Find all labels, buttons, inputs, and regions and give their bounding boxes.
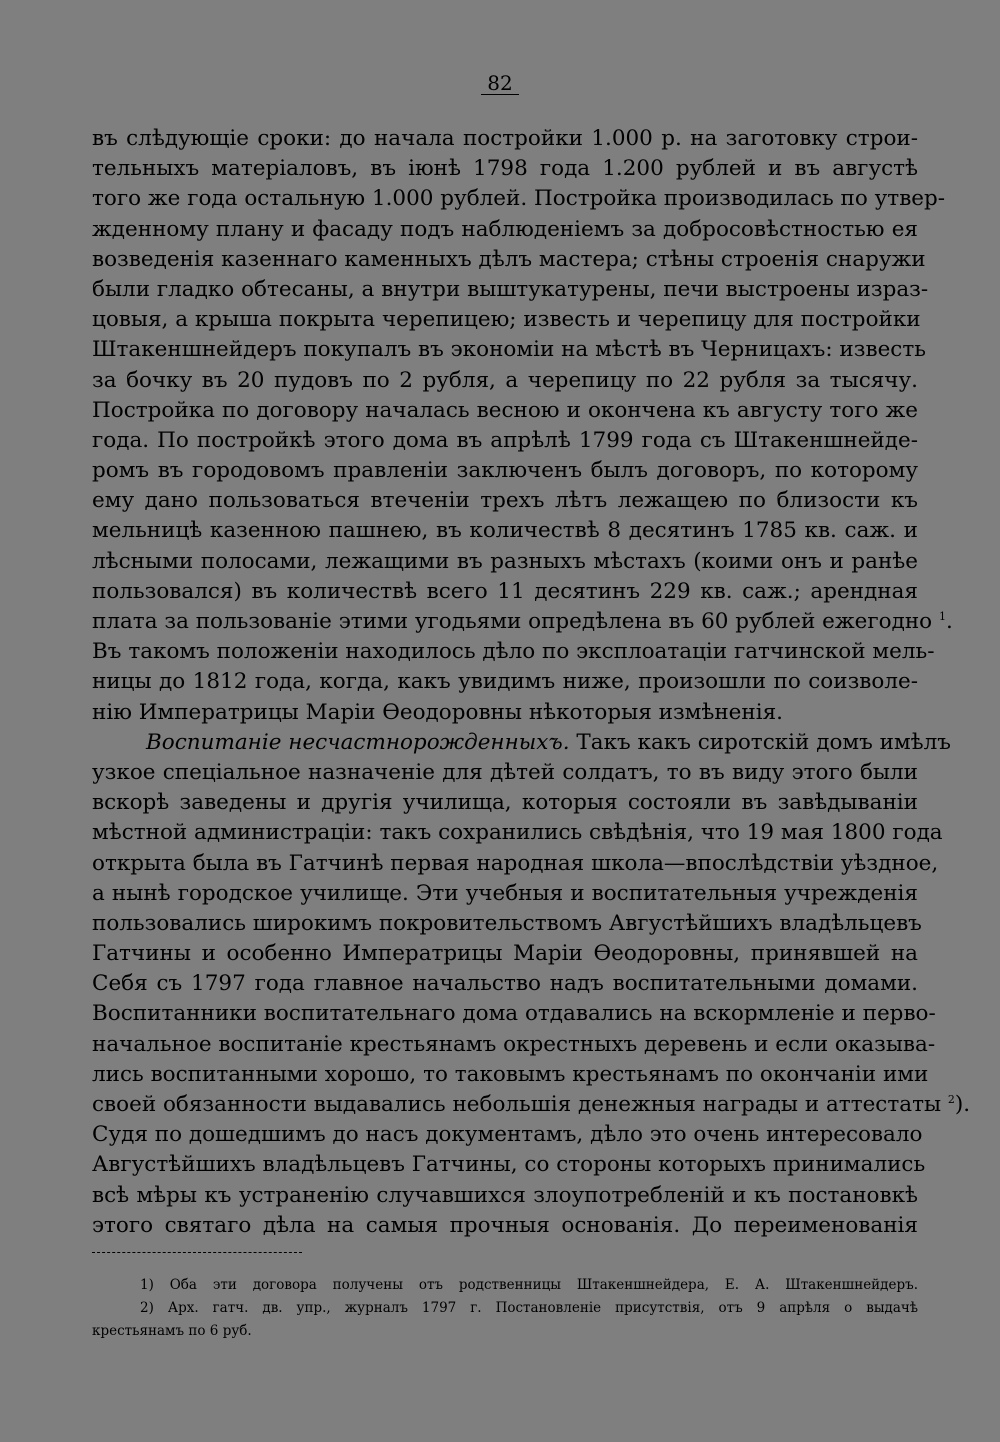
text-line: Августѣйшихъ владѣльцевъ Гатчины, со стороны которыхъ принимались [92,1152,926,1178]
text-line: Себя съ 1797 года главное начальство надъ воспитательными домами. [92,971,918,997]
text-line: всѣ мѣры къ устраненію случавшихся злоупотребленій и къ постановкѣ [92,1182,918,1208]
text-line: пользовался) въ количествѣ всего 11 десятинъ 229 кв. саж.; арендная [92,578,918,604]
page-number [0,70,1000,96]
text-line: тельныхъ матеріаловъ, въ іюнѣ 1798 года 1.200 рублей и въ августѣ [92,156,918,182]
text-line: узкое спеціальное назначеніе для дѣтей солдатъ, то въ виду этого были [92,759,918,785]
text-line: мѣстной администраціи: такъ сохранились свѣдѣнія, что 19 мая 1800 года [92,820,943,846]
footnote-marker: 2) [140,1300,154,1316]
text-line-with-note [92,607,953,637]
text-line: а нынѣ городское училище. Эти учебныя и воспитательныя учрежденія [92,880,918,906]
text-line: вскорѣ заведены и другія училища, которыя состояли въ завѣдываніи [92,790,918,816]
footnote-ref: 2 [947,1092,955,1106]
footnote-separator [92,1252,302,1255]
text-line: лись воспитанными хорошо, то таковымъ крестьянамъ по окончаніи ими [92,1061,929,1087]
body-text [92,124,971,1241]
text-segment: своей обязанности выдавались небольшія денежныя награды и аттестаты [92,1092,942,1117]
footnote-2-continuation: крестьянамъ по 6 руб. [92,1323,252,1339]
text-line: были гладко обтесаны, а внутри выштукатурены, печи выстроены израз- [92,276,929,302]
footnote-text: Арх. гатч. дв. упр., журналъ 1797 г. Постановленіе присутствія, отъ 9 апрѣля о выдачѣ [167,1300,918,1316]
text-line: ницы до 1812 года, когда, какъ увидимъ ниже, произошли по соизволе- [92,669,918,695]
text-line: лѣсными полосами, лежащими въ разныхъ мѣстахъ (коими онъ и ранѣе [92,548,918,574]
text-line: нію Императрицы Маріи Ѳеодоровны нѣкоторыя измѣненія. [92,699,784,725]
section-heading: Воспитаніе несчастнорожденныхъ. [146,729,570,755]
text-line: Въ такомъ положеніи находилось дѣло по эксплоатаціи гатчинской мель- [92,639,935,665]
text-line-with-heading [92,728,951,758]
text-line: ромъ въ городовомъ правленіи заключенъ былъ договоръ, по которому [92,458,918,484]
footnote-text: Оба эти договора получены отъ родственницы Штакеншнейдера, Е. А. Штакеншнейдеръ. [169,1277,919,1293]
text-line: Воспитанники воспитательнаго дома отдавались на вскормленіе и перво- [92,1001,936,1027]
footnotes [92,1274,918,1343]
text-line-with-note [92,1090,971,1120]
text-line: Постройка по договору началась весною и окончена къ августу того же [92,397,918,423]
text-line: цовыя, а крыша покрыта черепицею; известь и черепицу для постройки [92,307,921,333]
text-line: ему дано пользоваться втеченіи трехъ лѣтъ лежащею по близости къ [92,488,918,514]
text-segment: . [945,609,953,634]
page-number-text: 82 [481,72,518,95]
footnote-marker: 1) [140,1277,154,1293]
text-line: Штакеншнейдеръ покупалъ въ экономіи на мѣстѣ въ Черницахъ: известь [92,337,926,363]
text-line: Судя по дошедшимъ до насъ документамъ, дѣло это очень интересовало [92,1122,923,1148]
footnote-1 [92,1274,918,1297]
text-line: въ слѣдующіе сроки: до начала постройки 1.000 р. на заготовку строи- [92,126,918,151]
text-line: года. По постройкѣ этого дома въ апрѣлѣ 1799 года съ Штакеншнейде- [92,427,918,453]
text-line: Гатчины и особенно Императрицы Маріи Ѳеодоровны, принявшей на [92,941,918,967]
text-line: открыта была въ Гатчинѣ первая народная школа—впослѣдствіи уѣздное, [92,850,939,876]
footnote-ref: 1 [938,609,946,623]
text-line: за бочку въ 20 пудовъ по 2 рубля, а черепицу по 22 рубля за тысячу. [92,367,918,393]
text-line: жденному плану и фасаду подъ наблюденіемъ за добросовѣстностью ея [92,216,918,242]
text-line: начальное воспитаніе крестьянамъ окрестныхъ деревень и если оказыва- [92,1031,936,1057]
text-line: того же года остальную 1.000 рублей. Постройка производилась по утвер- [92,186,946,212]
text-line: этого святаго дѣла на самыя прочныя основанія. До переименованія [92,1212,918,1238]
text-line: возведенія казеннаго каменныхъ дѣлъ мастера; стѣны строенія снаружи [92,246,926,272]
text-segment: Такъ какъ сиротскій домъ имѣлъ [576,729,951,755]
text-segment: ). [954,1092,971,1117]
text-segment: плата за пользованіе этими угодьями опредѣлена въ 60 рублей ежегодно [92,609,933,634]
text-line: пользовались широкимъ покровительствомъ Августѣйшихъ владѣльцевъ [92,910,922,936]
footnote-2 [92,1297,918,1320]
text-line: мельницѣ казенною пашнею, въ количествѣ 8 десятинъ 1785 кв. саж. и [92,518,918,544]
